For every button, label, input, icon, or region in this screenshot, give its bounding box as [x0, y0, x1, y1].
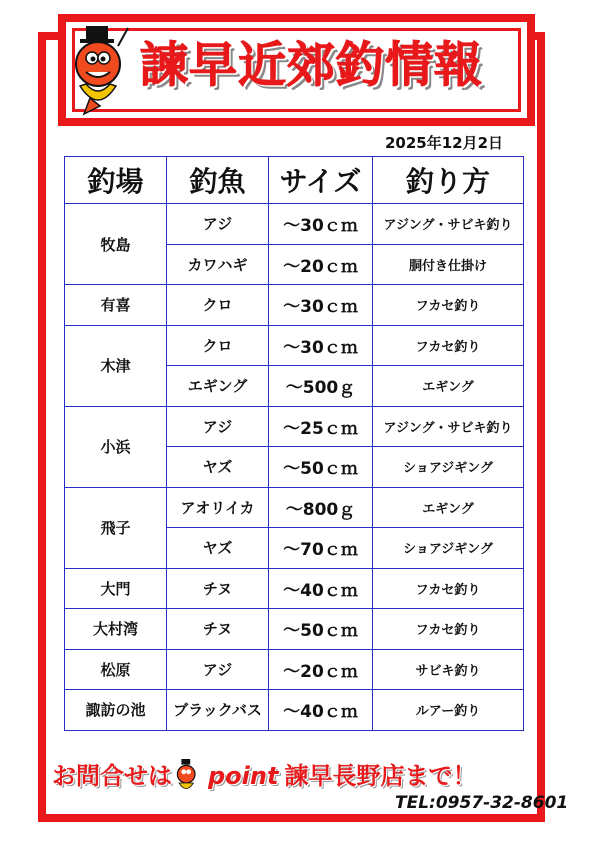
method-cell: ルアー釣り [373, 690, 524, 731]
method-cell: フカセ釣り [373, 609, 524, 650]
size-cell: ～500ｇ [269, 366, 373, 407]
brand-logo: point [208, 762, 279, 790]
method-cell: ショアジギング [373, 528, 524, 569]
contact-prefix: お問合せは [52, 762, 172, 790]
method-cell: アジング・サビキ釣り [373, 204, 524, 245]
fish-cell: エギング [167, 366, 269, 407]
table-row [65, 325, 524, 366]
fish-cell: アジ [167, 649, 269, 690]
method-cell: アジング・サビキ釣り [373, 406, 524, 447]
table-row [65, 204, 524, 245]
fish-cell: チヌ [167, 609, 269, 650]
size-cell: ～25ｃｍ [269, 406, 373, 447]
size-cell: ～40ｃｍ [269, 568, 373, 609]
fish-cell: ヤズ [167, 447, 269, 488]
method-cell: フカセ釣り [373, 285, 524, 326]
place-cell: 有喜 [65, 285, 167, 326]
header-fish: 釣魚 [167, 157, 269, 204]
place-cell: 小浜 [65, 406, 167, 487]
place-cell: 木津 [65, 325, 167, 406]
place-cell: 大村湾 [65, 609, 167, 650]
method-cell: ショアジギング [373, 447, 524, 488]
method-cell: フカセ釣り [373, 568, 524, 609]
fish-mascot-icon [70, 26, 130, 116]
size-cell: ～20ｃｍ [269, 649, 373, 690]
place-cell: 大門 [65, 568, 167, 609]
contact-suffix: 諫早長野店まで！ [284, 762, 477, 790]
place-cell: 諏訪の池 [65, 690, 167, 731]
table-row [65, 690, 524, 731]
telephone-number: TEL:0957-32-8601 [395, 793, 569, 813]
method-cell: 胴付き仕掛け [373, 244, 524, 285]
fish-mascot-icon [174, 759, 200, 795]
fish-cell: ブラックバス [167, 690, 269, 731]
fish-cell: チヌ [167, 568, 269, 609]
place-cell: 松原 [65, 649, 167, 690]
size-cell: ～30ｃｍ [269, 285, 373, 326]
table-row [65, 568, 524, 609]
fish-cell: アジ [167, 204, 269, 245]
table-header-row [65, 157, 524, 204]
fish-cell: クロ [167, 285, 269, 326]
fish-cell: アジ [167, 406, 269, 447]
table-row [65, 649, 524, 690]
size-cell: ～50ｃｍ [269, 609, 373, 650]
table-row [65, 609, 524, 650]
fish-cell: カワハギ [167, 244, 269, 285]
method-cell: エギング [373, 487, 524, 528]
table-row [65, 487, 524, 528]
place-cell: 飛子 [65, 487, 167, 568]
table-row [65, 406, 524, 447]
size-cell: ～70ｃｍ [269, 528, 373, 569]
fish-cell: クロ [167, 325, 269, 366]
size-cell: ～50ｃｍ [269, 447, 373, 488]
size-cell: ～40ｃｍ [269, 690, 373, 731]
place-cell: 牧島 [65, 204, 167, 285]
table-row [65, 285, 524, 326]
method-cell: フカセ釣り [373, 325, 524, 366]
method-cell: サビキ釣り [373, 649, 524, 690]
method-cell: エギング [373, 366, 524, 407]
fishing-info-table [64, 156, 524, 731]
size-cell: ～20ｃｍ [269, 244, 373, 285]
page-title: 諫早近郊釣情報 [140, 37, 484, 93]
size-cell: ～30ｃｍ [269, 204, 373, 245]
size-cell: ～30ｃｍ [269, 325, 373, 366]
header-place: 釣場 [65, 157, 167, 204]
fish-cell: アオリイカ [167, 487, 269, 528]
contact-line [52, 756, 476, 795]
report-date: 2025年12月2日 [385, 134, 504, 152]
size-cell: ～800ｇ [269, 487, 373, 528]
header-method: 釣り方 [373, 157, 524, 204]
header-size: サイズ [269, 157, 373, 204]
fish-cell: ヤズ [167, 528, 269, 569]
